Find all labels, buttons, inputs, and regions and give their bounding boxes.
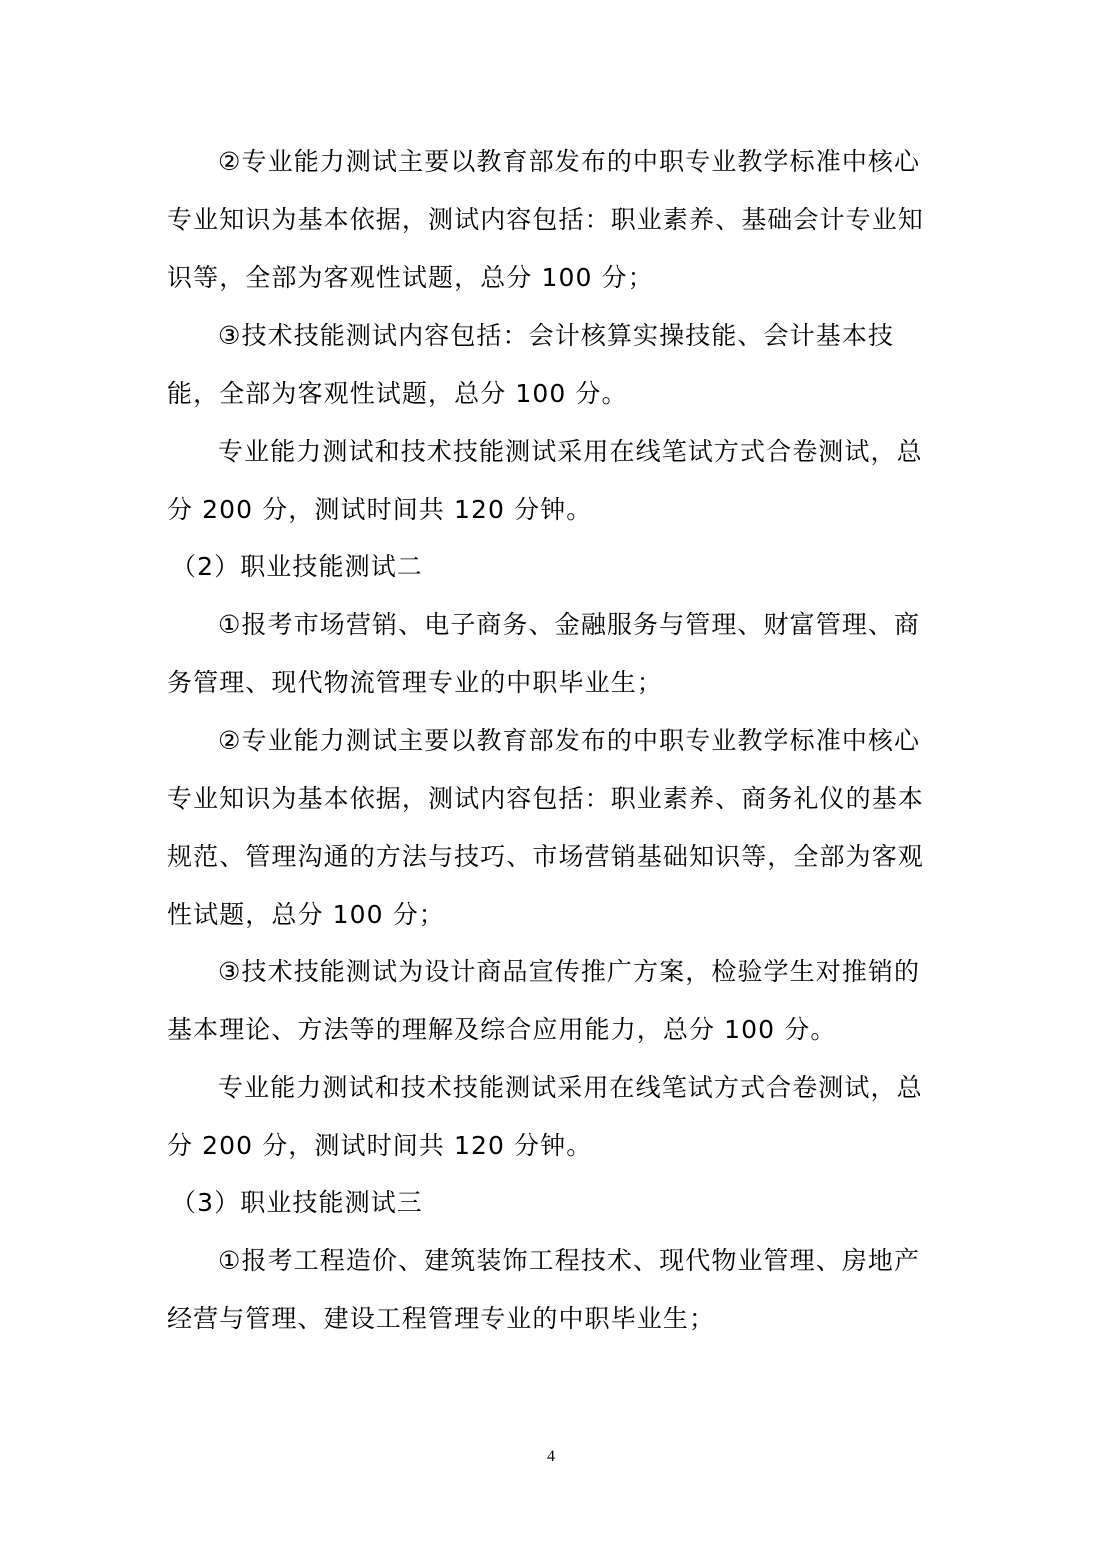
paragraph-line: 经营与管理、建设工程管理专业的中职毕业生； [167,1304,716,1333]
paragraph-line: 专业能力测试和技术技能测试采用在线笔试方式合卷测试，总 [218,437,923,466]
paragraph-line: ②专业能力测试主要以教育部发布的中职专业教学标准中核心 [218,147,921,176]
paragraph-line: ①报考市场营销、电子商务、金融服务与管理、财富管理、商 [218,610,921,639]
paragraph-line: 性试题，总分 100 分； [167,900,445,929]
paragraph-line: 识等，全部为客观性试题，总分 100 分； [167,263,654,292]
paragraph-line: ③技术技能测试内容包括：会计核算实操技能、会计基本技 [218,321,895,350]
paragraph-line: 务管理、现代物流管理专业的中职毕业生； [167,668,663,697]
paragraph-line: 基本理论、方法等的理解及综合应用能力，总分 100 分。 [167,1015,837,1044]
page-number: 4 [547,1448,555,1465]
paragraph-line: ①报考工程造价、建筑装饰工程技术、现代物业管理、房地产 [218,1246,921,1275]
section-heading: （2）职业技能测试二 [171,552,423,581]
paragraph-line: ②专业能力测试主要以教育部发布的中职专业教学标准中核心 [218,726,921,755]
paragraph-line: 能，全部为客观性试题，总分 100 分。 [167,379,628,408]
paragraph-line: ③技术技能测试为设计商品宣传推广方案，检验学生对推销的 [218,957,921,986]
paragraph-line: 专业知识为基本依据，测试内容包括：职业素养、基础会计专业知 [167,205,924,234]
paragraph-line: 规范、管理沟通的方法与技巧、市场营销基础知识等，全部为客观 [167,842,924,871]
paragraph-line: 分 200 分，测试时间共 120 分钟。 [167,1131,593,1160]
paragraph-line: 专业知识为基本依据，测试内容包括：职业素养、商务礼仪的基本 [167,784,924,813]
paragraph-line: 专业能力测试和技术技能测试采用在线笔试方式合卷测试，总 [218,1073,923,1102]
section-heading: （3）职业技能测试三 [171,1188,423,1217]
paragraph-line: 分 200 分，测试时间共 120 分钟。 [167,495,593,524]
